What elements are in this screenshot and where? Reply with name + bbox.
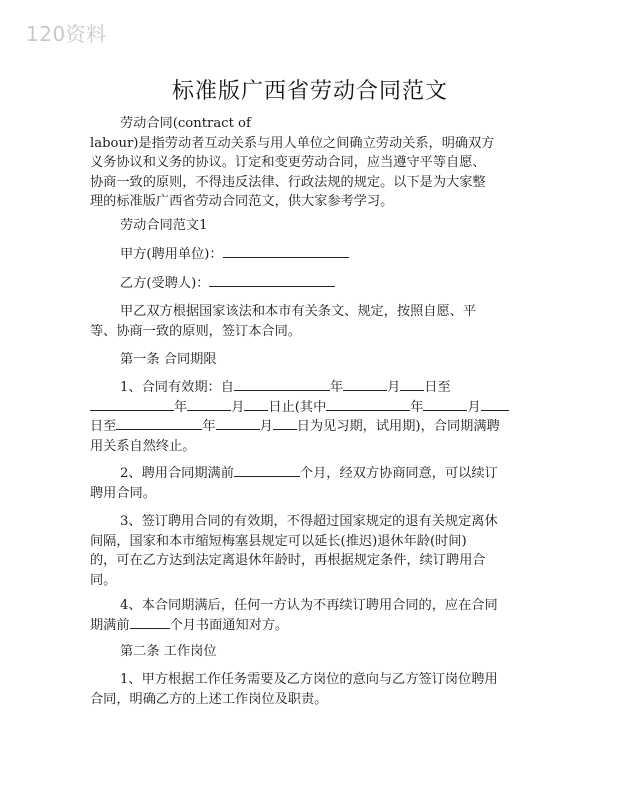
party-a-line bbox=[90, 245, 530, 265]
clause-text: 月 bbox=[467, 399, 481, 415]
article1-heading-text: 第一条 合同期限 bbox=[120, 352, 217, 367]
clause-text: 年 bbox=[410, 399, 424, 415]
date-blank[interactable] bbox=[343, 378, 387, 391]
clause-text: 间隔，国家和本市缩短梅塞县规定可以延长(推迟)退休年龄(时间) bbox=[90, 533, 467, 549]
date-blank[interactable] bbox=[481, 398, 509, 411]
date-blank[interactable] bbox=[400, 378, 424, 391]
clause-text: 年 bbox=[329, 380, 344, 395]
clause-text: 月 bbox=[259, 419, 273, 435]
clause-text: 用关系自然终止。 bbox=[90, 438, 196, 454]
clause-text: 年 bbox=[202, 419, 216, 435]
clause-1-4 bbox=[90, 596, 530, 635]
party-a-label: 甲方(聘用单位)： bbox=[120, 247, 223, 262]
clause-2-1 bbox=[90, 670, 530, 709]
date-blank[interactable] bbox=[187, 398, 231, 411]
clause-1-2 bbox=[90, 464, 530, 503]
intro-line: 义务协议和义务的协议。订定和变更劳动合同，应当遵守平等自愿、 bbox=[90, 155, 486, 171]
intro-line: 协商一致的原则，不得违反法律、行政法规的规定。以下是为大家整 bbox=[90, 174, 486, 190]
clause-text: 日为见习期，试用期)，合同期满聘 bbox=[296, 419, 500, 435]
date-blank[interactable] bbox=[273, 417, 297, 430]
party-a-blank[interactable] bbox=[223, 245, 349, 258]
clause-text: 1、合同有效期：自 bbox=[120, 380, 234, 395]
date-blank[interactable] bbox=[116, 417, 202, 430]
months-blank[interactable] bbox=[234, 464, 300, 477]
clause-text: 1、甲方根据工作任务需要及乙方岗位的意向与乙方签订岗位聘用 bbox=[120, 672, 498, 687]
months-blank[interactable] bbox=[130, 616, 170, 629]
clause-text: 月 bbox=[387, 380, 401, 395]
intro-paragraph bbox=[90, 114, 530, 212]
clause-text: 月 bbox=[231, 399, 245, 415]
intro-line: labour)是指劳动者互动关系与用人单位之间确立劳动关系，明确双方 bbox=[90, 135, 495, 151]
clause-text: 的，可在乙方达到法定离退休年龄时，再根据规定条件，续订聘用合 bbox=[90, 553, 486, 569]
clause-text: 个月书面通知对方。 bbox=[169, 617, 289, 633]
preamble-line: 等、协商一致的原则，签订本合同。 bbox=[90, 323, 301, 339]
date-blank[interactable] bbox=[244, 398, 268, 411]
clause-text: 日止(其中 bbox=[268, 399, 327, 415]
clause-text: 4、本合同期满后，任何一方认为不再续订聘用合同的，应在合同 bbox=[120, 598, 498, 613]
party-b-line bbox=[90, 274, 530, 294]
date-blank[interactable] bbox=[423, 398, 467, 411]
clause-text: 合同，明确乙方的上述工作岗位及职责。 bbox=[90, 691, 328, 707]
clause-1-1 bbox=[90, 378, 530, 456]
article2-heading-text: 第二条 工作岗位 bbox=[120, 644, 217, 659]
date-blank[interactable] bbox=[90, 398, 174, 411]
article2-heading bbox=[90, 642, 530, 662]
date-blank[interactable] bbox=[326, 398, 410, 411]
clause-text: 同。 bbox=[90, 572, 117, 588]
clause-text: 3、签订聘用合同的有效期，不得超过国家规定的退有关规定离休 bbox=[120, 514, 498, 529]
date-blank[interactable] bbox=[216, 417, 260, 430]
sample-heading bbox=[90, 216, 530, 236]
date-blank[interactable] bbox=[234, 378, 330, 391]
clause-text: 期满前 bbox=[90, 617, 130, 633]
clause-1-3 bbox=[90, 512, 530, 590]
clause-text: 年 bbox=[174, 399, 188, 415]
intro-line: 理的标准版广西省劳动合同范文，供大家参考学习。 bbox=[90, 194, 394, 210]
clause-text: 个月，经双方协商同意，可以续订 bbox=[299, 466, 498, 481]
intro-line: 劳动合同(contract of bbox=[120, 116, 251, 131]
clause-text: 日至 bbox=[90, 419, 117, 435]
watermark: 120资料 bbox=[26, 22, 107, 46]
party-b-blank[interactable] bbox=[209, 274, 335, 287]
clause-text: 聘用合同。 bbox=[90, 485, 156, 501]
clause-text: 日至 bbox=[424, 380, 451, 395]
sample-heading-text: 劳动合同范文1 bbox=[120, 218, 208, 233]
party-b-label: 乙方(受聘人)： bbox=[120, 276, 210, 291]
preamble-line: 甲乙双方根据国家该法和本市有关条文、规定，按照自愿、平 bbox=[120, 304, 477, 319]
document-title: 标准版广西省劳动合同范文 bbox=[171, 79, 448, 104]
article1-heading bbox=[90, 350, 530, 370]
preamble-paragraph bbox=[90, 302, 530, 341]
clause-text: 2、聘用合同期满前 bbox=[120, 466, 234, 481]
